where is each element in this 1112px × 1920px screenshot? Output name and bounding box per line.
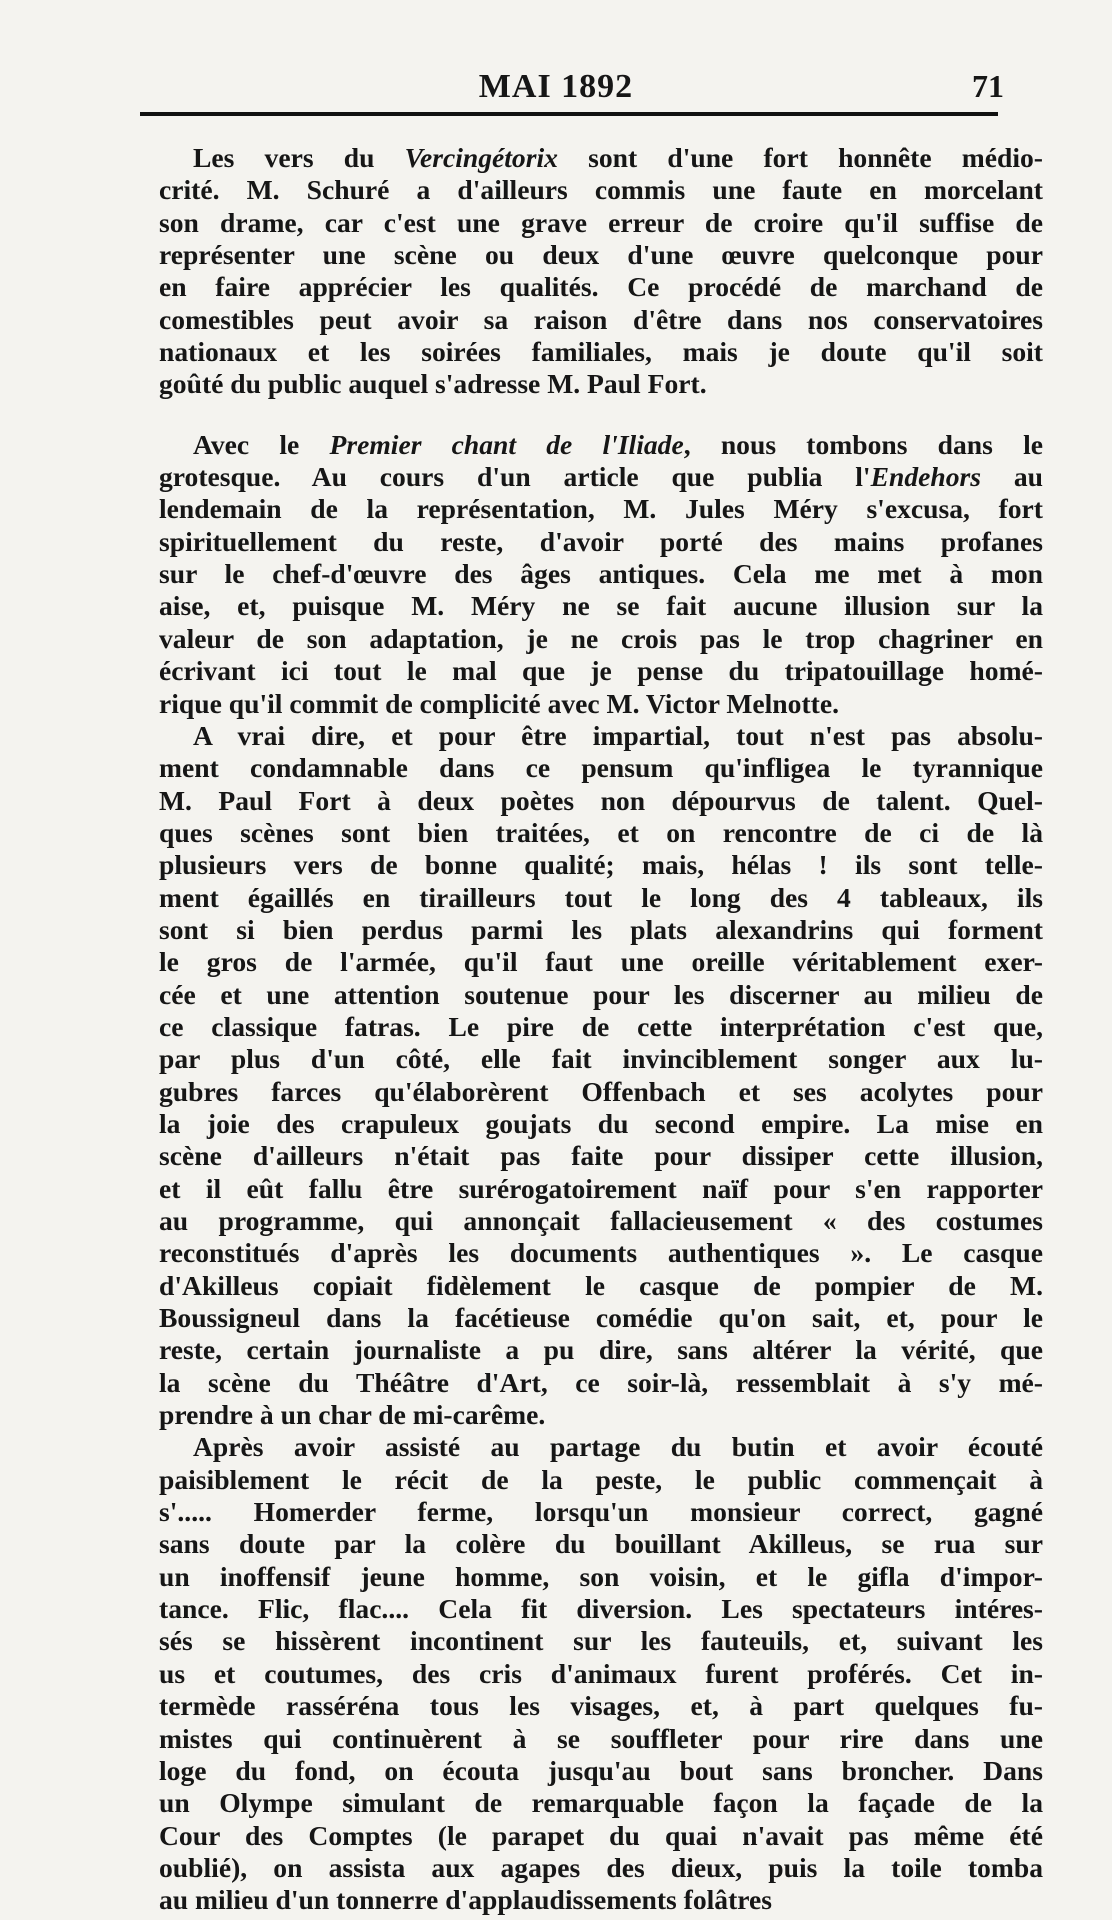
text-line: la joie des crapuleux goujats du second empire. La mise en	[159, 1107, 1043, 1139]
text-line: lendemain de la représentation, M. Jules Méry s'excusa, fort	[159, 493, 1043, 525]
text-line: reste, certain journaliste a pu dire, sans altérer la vérité, que	[159, 1334, 1043, 1366]
text-line: d'Akilleus copiait fidèlement le casque de pompier de M.	[159, 1269, 1043, 1301]
text-line: us et coutumes, des cris d'animaux furent proférés. Cet in-	[159, 1657, 1043, 1689]
text-line: ment égaillés en tirailleurs tout le long des 4 tableaux, ils	[159, 881, 1043, 913]
text-line: ce classique fatras. Le pire de cette interprétation c'est que,	[159, 1010, 1043, 1042]
text-line: rique qu'il commit de complicité avec M. Victor Melnotte.	[159, 687, 839, 719]
text-line: par plus d'un côté, elle fait invinciblement songer aux lu-	[159, 1043, 1043, 1075]
text-line: aise, et, puisque M. Méry ne se fait aucune illusion sur la	[159, 590, 1043, 622]
text-line: nationaux et les soirées familiales, mais je doute qu'il soit	[159, 336, 1043, 368]
text-line: gubres farces qu'élaborèrent Offenbach et ses acolytes pour	[159, 1075, 1043, 1107]
text-line: un inoffensif jeune homme, son voisin, et le gifla d'impor-	[159, 1560, 1043, 1592]
paragraph	[125, 720, 1043, 1432]
text-line: termède rasséréna tous les visages, et, à part quelques fu-	[159, 1690, 1043, 1722]
italic-title: Premier chant de l'Iliade	[329, 428, 684, 460]
text-line: et il eût fallu être surérogatoirement naïf pour s'en rapporter	[159, 1172, 1043, 1204]
page-number: 71	[972, 68, 1004, 104]
text-line: sur le chef-d'œuvre des âges antiques. Cela me met à mon	[159, 558, 1043, 590]
text-line: le gros de l'armée, qu'il faut une oreille véritablement exer-	[159, 946, 1043, 978]
text-line: s'..... Homerder ferme, lorsqu'un monsieur correct, gagné	[159, 1496, 1043, 1528]
text-line: Avec le Premier chant de l'Iliade, nous tombons dans le	[193, 428, 1043, 460]
text-line: goûté du public auquel s'adresse M. Paul Fort.	[159, 368, 707, 400]
italic-title: Vercingétorix	[404, 142, 558, 173]
text-line: paisiblement le récit de la peste, le public commençait à	[159, 1463, 1043, 1495]
text-line: représenter une scène ou deux d'une œuvre quelconque pour	[159, 239, 1043, 271]
running-header	[0, 62, 1112, 112]
text-line: spirituellement du reste, d'avoir porté des mains profanes	[159, 525, 1043, 557]
text-line: sés se hissèrent incontinent sur les fauteuils, et, suivant les	[159, 1625, 1043, 1657]
text-line: mistes qui continuèrent à se souffleter pour rire dans une	[159, 1722, 1043, 1754]
text-line: son drame, car c'est une grave erreur de croire qu'il suffise de	[159, 206, 1043, 238]
text-line: sans doute par la colère du bouillant Akilleus, se rua sur	[159, 1528, 1043, 1560]
text-line: Les vers du Vercingétorix sont d'une fort honnête médio-	[193, 142, 1043, 173]
text-line: Cour des Comptes (le parapet du quai n'avait pas même été	[159, 1819, 1043, 1851]
text-line: prendre à un char de mi-carême.	[159, 1399, 546, 1431]
text-line: tance. Flic, flac.... Cela fit diversion. Les spectateurs intéres-	[159, 1593, 1043, 1625]
text-line: grotesque. Au cours d'un article que publia l'Endehors au	[159, 461, 1044, 493]
text-line: M. Paul Fort à deux poètes non dépourvus de talent. Quel-	[159, 784, 1043, 816]
text-line: au programme, qui annonçait fallacieusement « des costumes	[159, 1205, 1043, 1236]
text-line: Boussigneul dans la facétieuse comédie qu'on sait, et, pour le	[159, 1302, 1043, 1334]
text-line: loge du fond, on écouta jusqu'au bout sans broncher. Dans	[159, 1754, 1043, 1786]
text-line: ment condamnable dans ce pensum qu'infligea le tyrannique	[159, 752, 1043, 784]
text-line: au milieu d'un tonnerre d'applaudissements folâtres	[159, 1884, 773, 1916]
text-line: comestibles peut avoir sa raison d'être dans nos conservatoires	[159, 303, 1043, 335]
text-line: crité. M. Schuré a d'ailleurs commis une faute en morcelant	[159, 174, 1043, 206]
text-line: un Olympe simulant de remarquable façon la façade de la	[159, 1787, 1043, 1819]
body-text	[125, 142, 1043, 1917]
text-line: oublié), on assista aux agapes des dieux, puis la toile tomba	[159, 1851, 1043, 1883]
paragraph	[125, 1431, 1043, 1916]
text-line: écrivant ici tout le mal que je pense du tripatouillage homé-	[159, 655, 1043, 687]
italic-title: Endehors	[870, 461, 982, 493]
text-line: A vrai dire, et pour être impartial, tout n'est pas absolu-	[193, 719, 1043, 751]
text-line: ques scènes sont bien traitées, et on rencontre de ci de là	[159, 816, 1043, 848]
paragraph	[125, 142, 1043, 401]
text-line: sont si bien perdus parmi les plats alexandrins qui forment	[159, 913, 1043, 945]
text-line: la scène du Théâtre d'Art, ce soir-là, ressemblait à s'y mé-	[159, 1366, 1043, 1398]
text-line: scène d'ailleurs n'était pas faite pour dissiper cette illusion,	[159, 1140, 1043, 1172]
text-line: Après avoir assisté au partage du butin et avoir écouté	[193, 1431, 1043, 1463]
paragraph	[125, 429, 1043, 720]
text-line: en faire apprécier les qualités. Ce procédé de marchand de	[159, 271, 1043, 303]
text-line: plusieurs vers de bonne qualité; mais, hélas ! ils sont telle-	[159, 849, 1043, 881]
text-line: cée et une attention soutenue pour les discerner au milieu de	[159, 978, 1043, 1010]
text-line: valeur de son adaptation, je ne crois pas le trop chagriner en	[159, 622, 1043, 654]
header-rule	[140, 112, 998, 116]
header-title: MAI 1892	[478, 68, 634, 105]
text-line: reconstitués d'après les documents authentiques ». Le casque	[159, 1237, 1043, 1269]
